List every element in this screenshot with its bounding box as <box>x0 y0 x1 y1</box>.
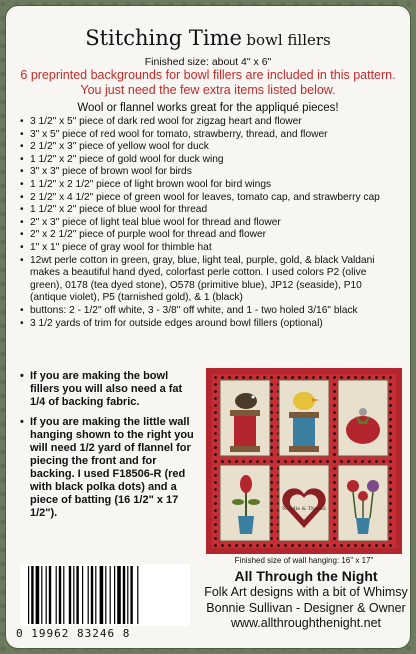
barcode-bar <box>130 566 132 624</box>
barcode-bar <box>36 566 40 624</box>
barcode-bar <box>100 566 104 624</box>
barcode-bar <box>49 566 51 624</box>
barcode-bar <box>137 566 138 624</box>
list-item: • 2" x 2 1/2" piece of purple wool for thread and flower <box>20 229 400 242</box>
barcode-bar <box>46 566 47 624</box>
barcode-number: 0 19962 83246 8 <box>16 627 131 640</box>
list-item: • buttons: 2 - 1/2" off white, 3 - 3/8" off white, and 1 - two holed 3/16" black <box>20 305 400 318</box>
brand-url[interactable]: www.allthroughthenight.net <box>230 616 382 630</box>
barcode-bar <box>88 566 89 624</box>
barcode-bars <box>28 566 138 624</box>
block-heart <box>279 465 329 541</box>
barcode-bar <box>127 566 128 624</box>
list-item: • 1 1/2" x 2" piece of gold wool for duck wing <box>20 154 400 167</box>
list-item: • 3 1/2 yards of trim for outside edges around bowl fillers (optional) <box>20 318 400 331</box>
list-item: • 2 1/2" x 3" piece of yellow wool for duck <box>20 141 400 154</box>
barcode-bar <box>114 566 115 624</box>
quilt-caption: Finished size of wall hanging: 16" x 17" <box>234 556 374 565</box>
heart-block-text: Needle & Thread <box>282 506 326 512</box>
brand-designer: Bonnie Sullivan - Designer & Owner <box>206 601 406 615</box>
promo-note: 6 preprinted backgrounds for bowl fillers are included in this pattern. You just need the few extra items listed below. <box>20 68 396 97</box>
barcode-bar <box>91 566 93 624</box>
list-item: • 1 1/2" x 2 1/2" piece of light brown wool for bird wings <box>20 179 400 192</box>
brand-tagline: Folk Art designs with a bit of Whimsy <box>204 585 408 599</box>
barcode-bar <box>73 566 74 624</box>
list-item: • 3" x 5" piece of red wool for tomato, strawberry, thread, and flower <box>20 129 400 142</box>
list-item: • 2 1/2" x 4 1/2" piece of green wool for leaves, tomato cap, and strawberry cap <box>20 192 400 205</box>
barcode-bar <box>28 566 29 624</box>
barcode-image <box>20 564 190 626</box>
brand-name: All Through the Night <box>234 568 378 584</box>
barcode-bar <box>82 566 83 624</box>
barcode-bar <box>31 566 33 624</box>
title-main: Stitching Time <box>85 26 242 50</box>
barcode-bar <box>63 566 64 624</box>
brand-block <box>200 568 412 630</box>
list-item: • 3 1/2" x 5" piece of dark red wool for zigzag heart and flower <box>20 116 400 129</box>
list-item: • 1 1/2" x 2" piece of blue wool for thread <box>20 204 400 217</box>
supply-list <box>20 116 400 330</box>
title-sub: bowl fillers <box>246 31 331 49</box>
block-duck-spool <box>279 380 329 456</box>
barcode-bar <box>105 566 106 624</box>
barcode-bar <box>95 566 96 624</box>
list-item: • 12wt perle cotton in green, gray, blue, light teal, purple, gold, & black Valdani makes a beautiful hand dyed, colorfast perle cotton. I used colors P2 (olive green), 0178 (tea dyed stone), O578 (primitive blue), JP12 (seaside), P10 (antique violet), P5 (tarnished gold), & 1 (black) <box>20 255 400 305</box>
barcode-bar <box>59 566 61 624</box>
barcode-bar <box>56 566 57 624</box>
list-item: • 1" x 1" piece of gray wool for thimble hat <box>20 242 400 255</box>
barcode-bar <box>123 566 125 624</box>
block-tomato <box>338 380 388 456</box>
barcode-bar <box>110 566 111 624</box>
list-item: • 3" x 3" piece of brown wool for birds <box>20 166 400 179</box>
backing-notes <box>20 370 200 527</box>
quilt-blocks-illustration <box>206 368 402 554</box>
barcode-bar <box>117 566 121 624</box>
wall-hanging-photo <box>206 368 402 554</box>
block-bird-spool <box>220 380 270 456</box>
page-title <box>6 26 410 50</box>
backing-note: • If you are making the bowl fillers you will also need a fat 1/4 of backing fabric. <box>20 370 200 409</box>
barcode-bar <box>76 566 78 624</box>
barcode-bar <box>41 566 42 624</box>
finished-size: Finished size: about 4" x 6" <box>144 56 272 68</box>
back-cover-card <box>6 6 410 648</box>
wall-hanging-note: • If you are making the little wall hanging shown to the right you will need 1/2 yard of flannel for piecing the front and for backing. I used F18506-R (red with black polka dots) and a piece of batting (16 1/2" x 17 1/2"). <box>20 416 200 520</box>
list-item: • 2" x 3" piece of light teal blue wool for thread and flower <box>20 217 400 230</box>
barcode-bar <box>69 566 71 624</box>
wool-note: Wool or flannel works great for the appliqué pieces! <box>77 102 339 114</box>
block-flowers <box>338 465 388 541</box>
block-flower-pot <box>220 465 270 541</box>
